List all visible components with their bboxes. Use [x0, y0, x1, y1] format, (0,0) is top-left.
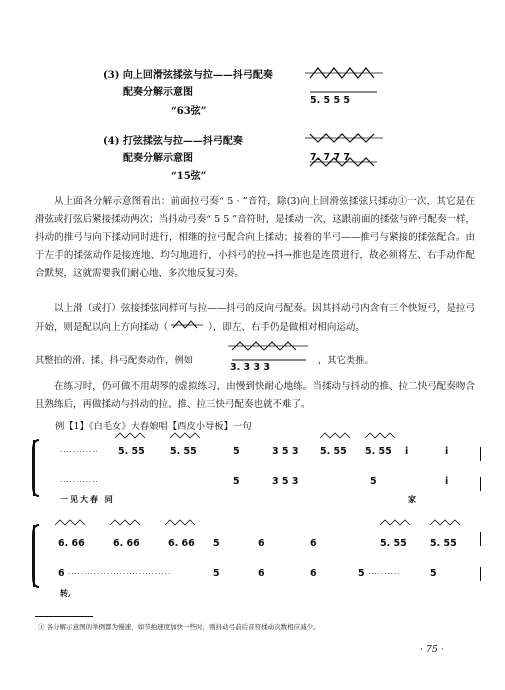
score-note: 6 [258, 538, 265, 549]
paragraph-3a: 其整拍的滑、揉、抖弓配奏动作，例如 [35, 355, 194, 366]
score-note: 6 [58, 568, 65, 579]
section4-heading: (4) 打弦揉弦与拉——抖弓配奏 [103, 136, 243, 147]
lyrics-2: 转, [60, 588, 71, 598]
paragraph-3b: ，其它类推。 [318, 355, 374, 366]
score-note: i [445, 476, 449, 487]
section3-subheading: 配奏分解示意图 [123, 87, 193, 98]
score-note: 6 [310, 568, 317, 579]
score-note: i [445, 446, 449, 457]
score-note: 3 5 3 [272, 446, 299, 457]
dotted-line: ·········· [368, 570, 401, 578]
score-note: 5. 55 [170, 446, 197, 457]
paragraph-3-notation: 3. 3 3 3 [230, 362, 270, 373]
score-note: 6. 66 [58, 538, 85, 549]
score-note: 6 [258, 568, 265, 579]
dotted-line: ································ [68, 570, 172, 578]
page-number: · 75 · [420, 644, 444, 655]
score-note: 5. 55 [320, 446, 347, 457]
brace-1 [33, 440, 43, 496]
section3-label: “63弦” [171, 106, 207, 117]
score-note: 6. 66 [168, 538, 195, 549]
score-note: 6. 66 [113, 538, 140, 549]
dotted-line: ············ [60, 448, 99, 456]
score-ornaments-2 [55, 515, 475, 535]
score-note: 3 5 3 [272, 476, 299, 487]
score-note: 5 [233, 446, 240, 457]
score-ornaments-1 [115, 428, 415, 448]
score-note: 5 [233, 476, 240, 487]
section4-label: “15弦” [171, 171, 207, 182]
score-note: 5 [370, 476, 377, 487]
score-note: 5 [430, 568, 437, 579]
score-note: 5. 55 [380, 538, 407, 549]
arrow-symbol [171, 318, 205, 330]
footnote: ① 各分解示意图的举例都为慢速，如节拍速度加快一些时，则抖动弓前后音符揉动次数相应减少。 [38, 623, 320, 631]
paragraph-1: 从上面各分解示意图看出：前面拉弓奏“ 5 · ”音符，除(3)向上回滑弦揉弦只揉动①一次，其它是在滑弦或打弦后紧接揉动两次；当抖动弓奏“ 5 5 ”音符时，是揉动一次，这跟前面的揉弦与碎弓配奏一样，抖动的推弓与向下揉动同时进行，相继的拉弓配合向上揉动；接着的半弓——推弓与紧接的揉弦配合。由于左手的揉弦动作是接连地、均匀地进行，小抖弓的拉→抖→推也是连贯进行，故必须将左、右手动作配合默契，这就需要我们耐心地、多次地反复习奏。 [35, 196, 475, 279]
paragraph-2-text-a: 以上滑（或打）弦接揉弦同样可与拉——抖弓的反向弓配奏。因其抖动弓内含有三个快短弓，是拉弓开始，则是配以向上方向揉动（ [35, 303, 475, 333]
score-note: 5. 55 [118, 446, 145, 457]
score-note: i [405, 446, 409, 457]
paragraph-2 [35, 300, 475, 337]
lyrics-1: 一见大春 同 [60, 494, 115, 504]
footnote-rule [35, 616, 93, 617]
score-note: 5. 55 [365, 446, 392, 457]
section3-notation: 5. 5 5 5 [310, 95, 350, 106]
section4-notation: 7. 7 7 7 [310, 152, 350, 163]
score-note: 5 [358, 568, 365, 579]
score-note: 5. 55 [430, 538, 457, 549]
dotted-line: ············ [60, 478, 99, 486]
section4-subheading: 配奏分解示意图 [123, 153, 193, 164]
score-note: 5 [213, 568, 220, 579]
paragraph-2-text-b: ），即左、右手仍是做相对相向运动。 [208, 322, 365, 333]
score-note: 5 [213, 538, 220, 549]
score-note: 6 [310, 538, 317, 549]
example-title: 例【1】《白毛女》大春娘唱【西皮小导板】一句 [55, 421, 252, 432]
lyrics-1-end: 家 [408, 494, 416, 504]
section3-heading: (3) 向上回滑弦揉弦与拉——抖弓配奏 [103, 70, 273, 81]
paragraph-4: 在练习时，仍可做不用胡琴的虚拟练习，由慢到快耐心地练。当揉动与抖动的推、拉二快弓配奏吻合且熟练后，再做揉动与抖动的拉、推、拉三快弓配奏也就不难了。 [35, 381, 475, 410]
brace-2 [33, 525, 43, 587]
